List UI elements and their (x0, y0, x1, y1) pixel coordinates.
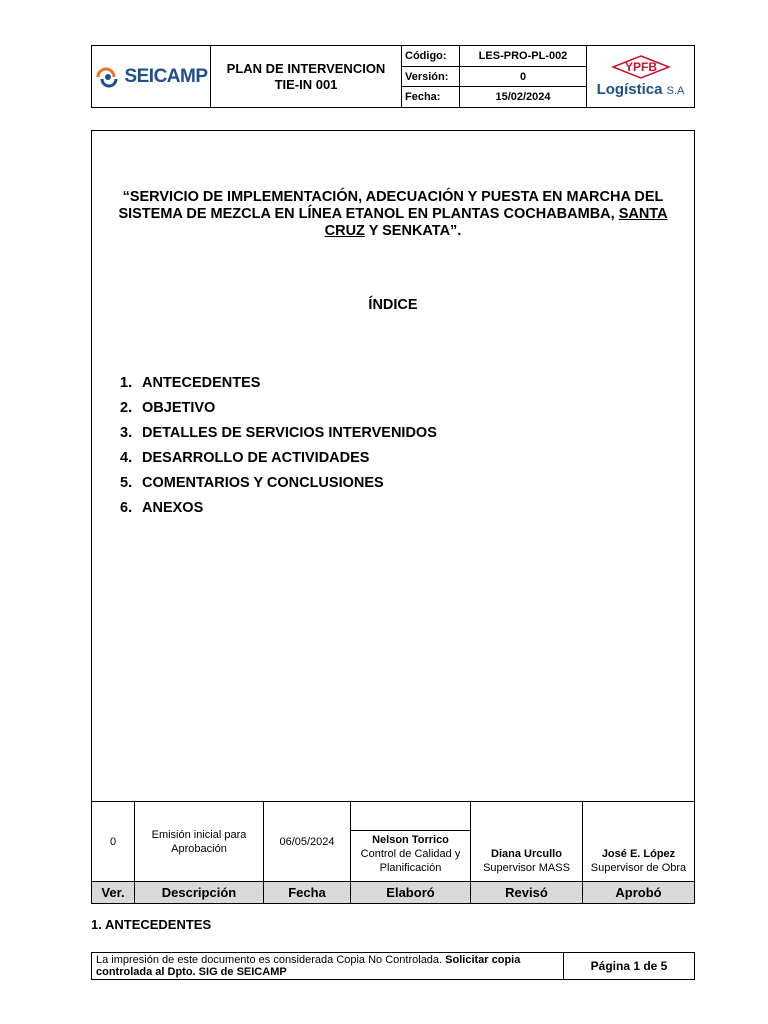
codigo-label: Código: (402, 46, 460, 66)
codigo-value: LES-PRO-PL-002 (478, 49, 568, 62)
document-title-cell (211, 46, 402, 107)
page-number: Página 1 de 5 (590, 959, 668, 973)
ypfb-logistica-logo (587, 46, 694, 107)
seicamp-emblem-icon (94, 65, 122, 89)
col-ver: Ver. (92, 882, 135, 903)
revision-table (92, 801, 694, 903)
plan-title: PLAN DE INTERVENCION (226, 60, 386, 76)
col-descripcion: Descripción (135, 882, 264, 903)
toc-item[interactable]: 3. DETALLES DE SERVICIOS INTERVENIDOS (120, 425, 437, 441)
toc-item[interactable]: 4. DESARROLLO DE ACTIVIDADES (120, 450, 370, 466)
rev-reviso (471, 802, 583, 881)
rev-fecha: 06/05/2024 (264, 802, 351, 881)
document-meta (402, 46, 587, 107)
version-value: 0 (519, 70, 527, 83)
col-elaboro: Elaboró (351, 882, 471, 903)
col-aprobo: Aprobó (615, 885, 662, 900)
version-label: Versión: (402, 67, 460, 87)
fecha-value: 15/02/2024 (495, 91, 551, 104)
ypfb-emblem-icon (611, 55, 671, 79)
service-title: “SERVICIO DE IMPLEMENTACIÓN, ADECUACIÓN Y PUESTA EN MARCHA DEL SISTEMA DE MEZCLA EN LÍNEA ETANOL EN PLANTAS COCHABAMBA, SANTA CRUZ Y SENKATA”. (118, 189, 668, 239)
toc-item[interactable]: 6. ANEXOS (120, 500, 204, 516)
aprobo-name: José E. López (601, 848, 676, 860)
elaboro-name: Nelson Torrico (372, 834, 449, 846)
rev-ver: 0 (92, 802, 135, 881)
aprobo-role: Supervisor de Obra (590, 862, 687, 874)
rev-descripcion: Emisión inicial para Aprobación (135, 802, 264, 881)
rev-elaboro (351, 802, 471, 881)
fecha-label: Fecha: (402, 87, 460, 107)
document-header (91, 45, 695, 108)
toc-item[interactable]: 1. ANTECEDENTES (120, 375, 261, 391)
reviso-role: Supervisor MASS (483, 862, 570, 874)
revision-header-row (92, 882, 694, 903)
seicamp-wordmark: SEICAMP (124, 65, 208, 87)
col-reviso: Revisó (471, 882, 583, 903)
logistica-wordmark: Logística S.A (596, 81, 685, 98)
elaboro-role: Control de Calidad y Planificación (360, 848, 461, 874)
index-heading: ÍNDICE (368, 297, 418, 313)
rev-aprobo (583, 802, 694, 881)
page-footer (91, 952, 695, 980)
toc-item[interactable]: 2. OBJETIVO (120, 400, 216, 416)
col-fecha: Fecha (264, 882, 351, 903)
section-heading: 1. ANTECEDENTES (91, 917, 212, 932)
seicamp-logo (92, 46, 211, 107)
service-title-underlined: SANTA CRUZ (324, 206, 668, 239)
revision-row (92, 802, 694, 882)
reviso-name: Diana Urcullo (491, 848, 562, 860)
svg-text:YPFB: YPFB (624, 60, 657, 74)
table-of-contents (120, 373, 437, 523)
plan-subtitle: TIE-IN 001 (274, 76, 338, 92)
cover-box (91, 130, 695, 904)
copy-control-note: La impresión de este documento es considerada Copia No Controlada. Solicitar copia controlada al Dpto. SIG de SEICAMP (92, 953, 564, 979)
toc-item[interactable]: 5. COMENTARIOS Y CONCLUSIONES (120, 475, 384, 491)
